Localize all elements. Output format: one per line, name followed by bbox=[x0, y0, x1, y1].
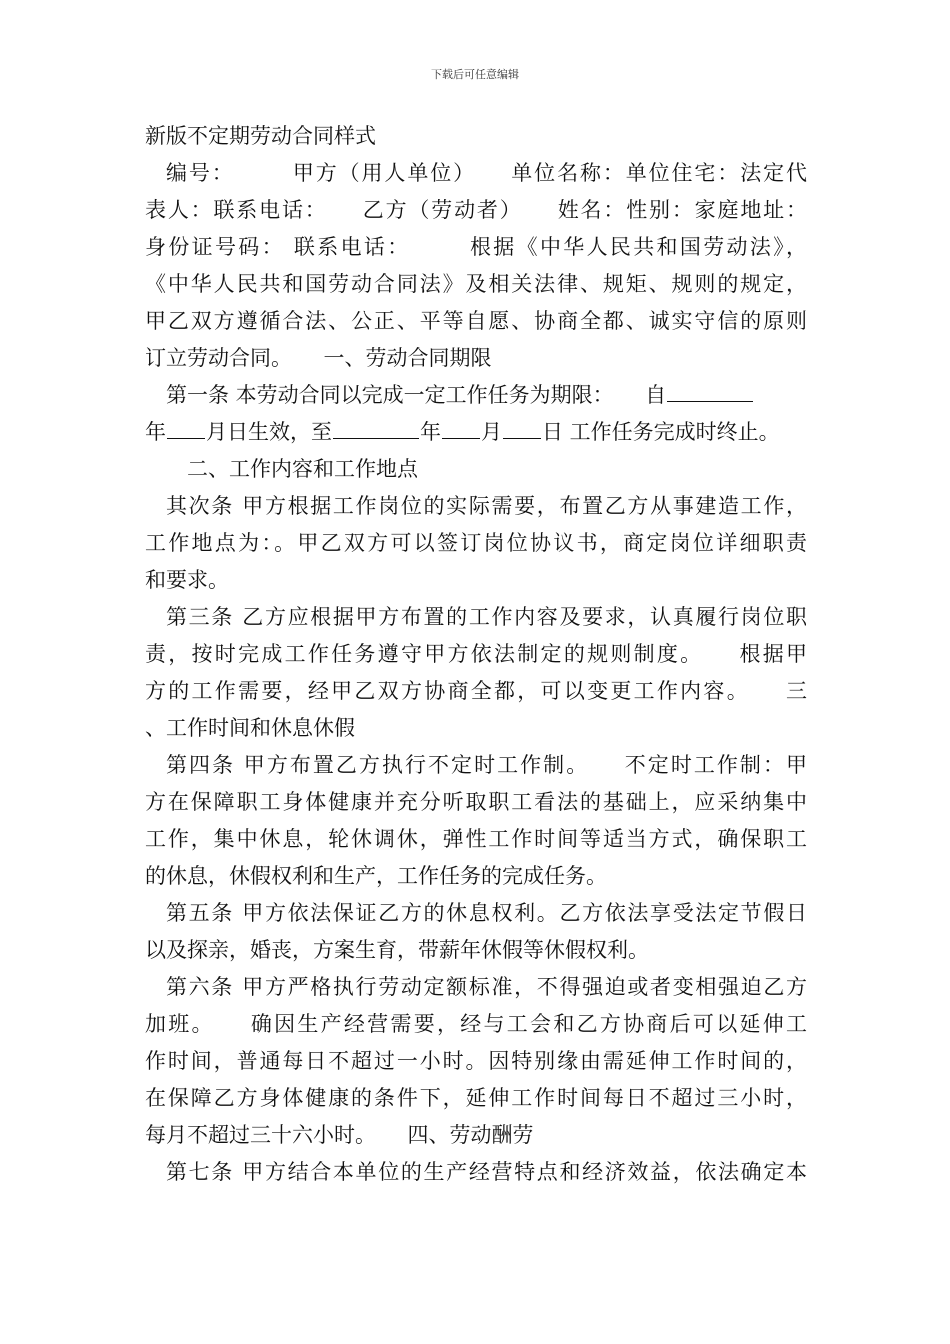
article1-part: 日 工作任务完成时终止。 bbox=[542, 420, 780, 444]
text-line: 第四条 甲方布置乙方执行不定时工作制。 不定时工作制：甲 bbox=[166, 753, 807, 777]
text-line: 方的工作需要，经甲乙双方协商全都，可以变更工作内容。 三 bbox=[145, 679, 807, 703]
article1-text: 第一条 本劳动合同以完成一定工作任务为期限： 自 bbox=[166, 383, 667, 407]
blank-day-end bbox=[503, 417, 541, 439]
article1-line2 bbox=[145, 414, 807, 451]
blank-month-start bbox=[167, 417, 205, 439]
header-note: 下载后可任意编辑 bbox=[431, 68, 519, 81]
document-body bbox=[145, 118, 807, 1191]
text-line: 《中华人民共和国劳动合同法》及相关法律、规矩、规则的规定， bbox=[145, 272, 807, 296]
text-line: 以及探亲，婚丧，方案生育，带薪年休假等休假权利。 bbox=[145, 938, 649, 962]
text-line: 方在保障职工身体健康并充分听取职工看法的基础上，应采纳集中 bbox=[145, 790, 807, 814]
article1-part: 月日生效，至 bbox=[206, 420, 332, 444]
text-line: 其次条 甲方根据工作岗位的实际需要，布置乙方从事建造工作， bbox=[166, 494, 807, 518]
text-line: 第五条 甲方依法保证乙方的休息权利。乙方依法享受法定节假日 bbox=[166, 901, 807, 925]
text-line: 在保障乙方身体健康的条件下，延伸工作时间每日不超过三小时， bbox=[145, 1086, 807, 1110]
text-line: 第六条 甲方严格执行劳动定额标准，不得强迫或者变相强迫乙方 bbox=[166, 975, 807, 999]
text-line: 的休息，休假权利和生产，工作任务的完成任务。 bbox=[145, 864, 607, 888]
text-line: 每月不超过三十六小时。 四、劳动酬劳 bbox=[145, 1123, 534, 1147]
blank-month-end bbox=[442, 417, 480, 439]
blank-year-end bbox=[333, 417, 419, 439]
text-line: 订立劳动合同。 一、劳动合同期限 bbox=[145, 346, 492, 370]
article1-part: 年 bbox=[420, 420, 441, 444]
text-line: 甲乙双方遵循合法、公正、平等自愿、协商全都、诚实守信的原则 bbox=[145, 309, 807, 333]
text-line: 工作地点为：。甲乙双方可以签订岗位协议书，商定岗位详细职责 bbox=[145, 531, 807, 555]
text-line: 、工作时间和休息休假 bbox=[145, 716, 355, 740]
text-line: 和要求。 bbox=[145, 568, 229, 592]
text-line: 第三条 乙方应根据甲方布置的工作内容及要求，认真履行岗位职 bbox=[166, 605, 807, 629]
text-line: 加班。 确因生产经营需要，经与工会和乙方协商后可以延伸工 bbox=[145, 1012, 807, 1036]
text-line: 表人：联系电话： 乙方（劳动者） 姓名：性别：家庭地址： bbox=[145, 198, 807, 222]
text-line: 责，按时完成工作任务遵守甲方依法制定的规则制度。 根据甲 bbox=[145, 642, 807, 666]
text-line: 第七条 甲方结合本单位的生产经营特点和经济效益，依法确定本 bbox=[166, 1160, 807, 1184]
document-title: 新版不定期劳动合同样式 bbox=[145, 124, 376, 148]
text-line: 工作，集中休息，轮休调休，弹性工作时间等适当方式，确保职工 bbox=[145, 827, 807, 851]
text-line: 作时间，普通每日不超过一小时。因特别缘由需延伸工作时间的， bbox=[145, 1049, 807, 1073]
article1-part: 月 bbox=[481, 420, 502, 444]
article1-part: 年 bbox=[145, 420, 166, 444]
section-heading: 二、工作内容和工作地点 bbox=[187, 457, 418, 481]
blank-year-start bbox=[667, 380, 753, 402]
text-line: 编号： 甲方（用人单位） 单位名称：单位住宅：法定代 bbox=[166, 161, 807, 185]
text-line: 身份证号码： 联系电话： 根据《中华人民共和国劳动法》， bbox=[145, 235, 807, 259]
article1-line1 bbox=[145, 377, 807, 414]
